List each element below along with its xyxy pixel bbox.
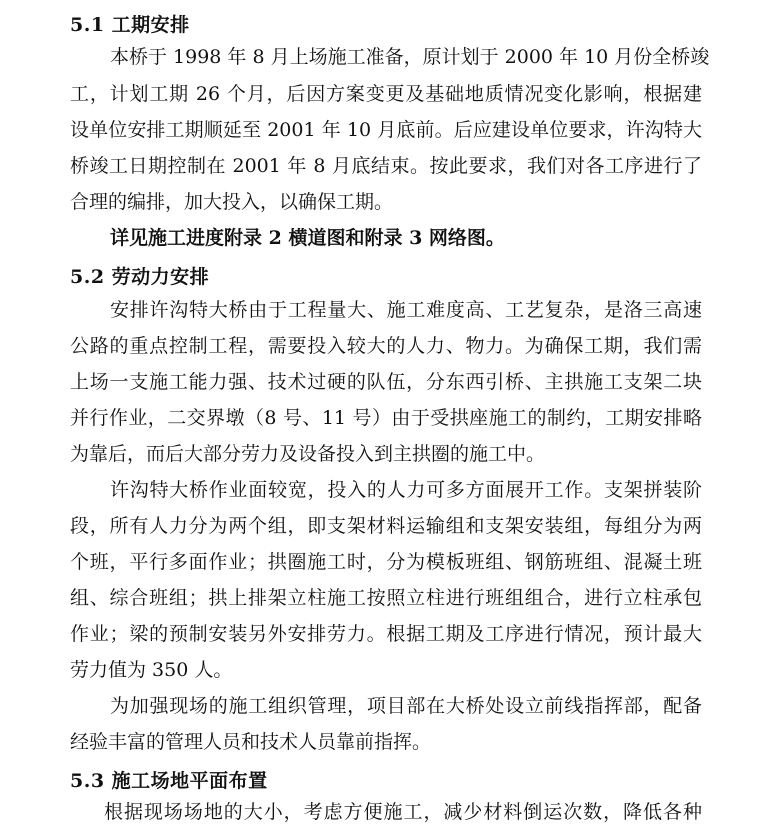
text-line: 详见施工进度附录 2 横道图和附录 3 网络图。 — [110, 227, 505, 249]
section-heading-5-3: 5.3 施工场地平面布置 — [70, 770, 268, 792]
text-line: 根据现场场地的大小，考虑方便施工，减少材料倒运次数，降低各种 — [104, 801, 702, 823]
text-line: 设单位安排工期顺延至 2001 年 10 月底前。后应建设单位要求，许沟特大 — [70, 119, 702, 141]
text-line: 组、综合班组；拱上排架立柱施工按照立柱进行班组组合，进行立柱承包 — [70, 587, 702, 609]
text-line: 桥竣工日期控制在 2001 年 8 月底结束。按此要求，我们对各工序进行了 — [70, 155, 702, 177]
text-line: 作业；梁的预制安装另外安排劳力。根据工期及工序进行情况，预计最大 — [70, 623, 702, 645]
text-line: 上场一支施工能力强、技术过硬的队伍，分东西引桥、主拱施工支架二块 — [70, 371, 702, 393]
section-heading-5-1: 5.1 工期安排 — [70, 14, 190, 36]
text-line: 本桥于 1998 年 8 月上场施工准备，原计划于 2000 年 10 月份全桥竣 — [110, 46, 710, 68]
text-line: 经验丰富的管理人员和技术人员靠前指挥。 — [70, 731, 432, 753]
text-line: 劳力值为 350 人。 — [70, 659, 233, 681]
text-line: 工，计划工期 26 个月，后因方案变更及基础地质情况变化影响，根据建 — [70, 83, 702, 105]
text-line: 段，所有人力分为两个组，即支架材料运输组和支架安装组，每组分为两 — [70, 515, 702, 537]
text-line: 公路的重点控制工程，需要投入较大的人力、物力。为确保工期，我们需 — [70, 335, 702, 357]
text-line: 个班，平行多面作业；拱圈施工时，分为模板班组、钢筋班组、混凝土班 — [70, 551, 702, 573]
text-line: 合理的编排，加大投入，以确保工期。 — [70, 191, 394, 213]
text-line: 安排许沟特大桥由于工程量大、施工难度高、工艺复杂，是洛三高速 — [110, 299, 702, 321]
text-line: 为加强现场的施工组织管理，项目部在大桥处设立前线指挥部，配备 — [110, 695, 702, 717]
text-line: 为靠后，而后大部分劳力及设备投入到主拱圈的施工中。 — [70, 443, 546, 465]
text-line: 并行作业，二交界墩（8 号、11 号）由于受拱座施工的制约，工期安排略 — [70, 407, 702, 429]
text-line: 许沟特大桥作业面较宽，投入的人力可多方面展开工作。支架拼装阶 — [110, 479, 702, 501]
section-heading-5-2: 5.2 劳动力安排 — [70, 266, 210, 288]
